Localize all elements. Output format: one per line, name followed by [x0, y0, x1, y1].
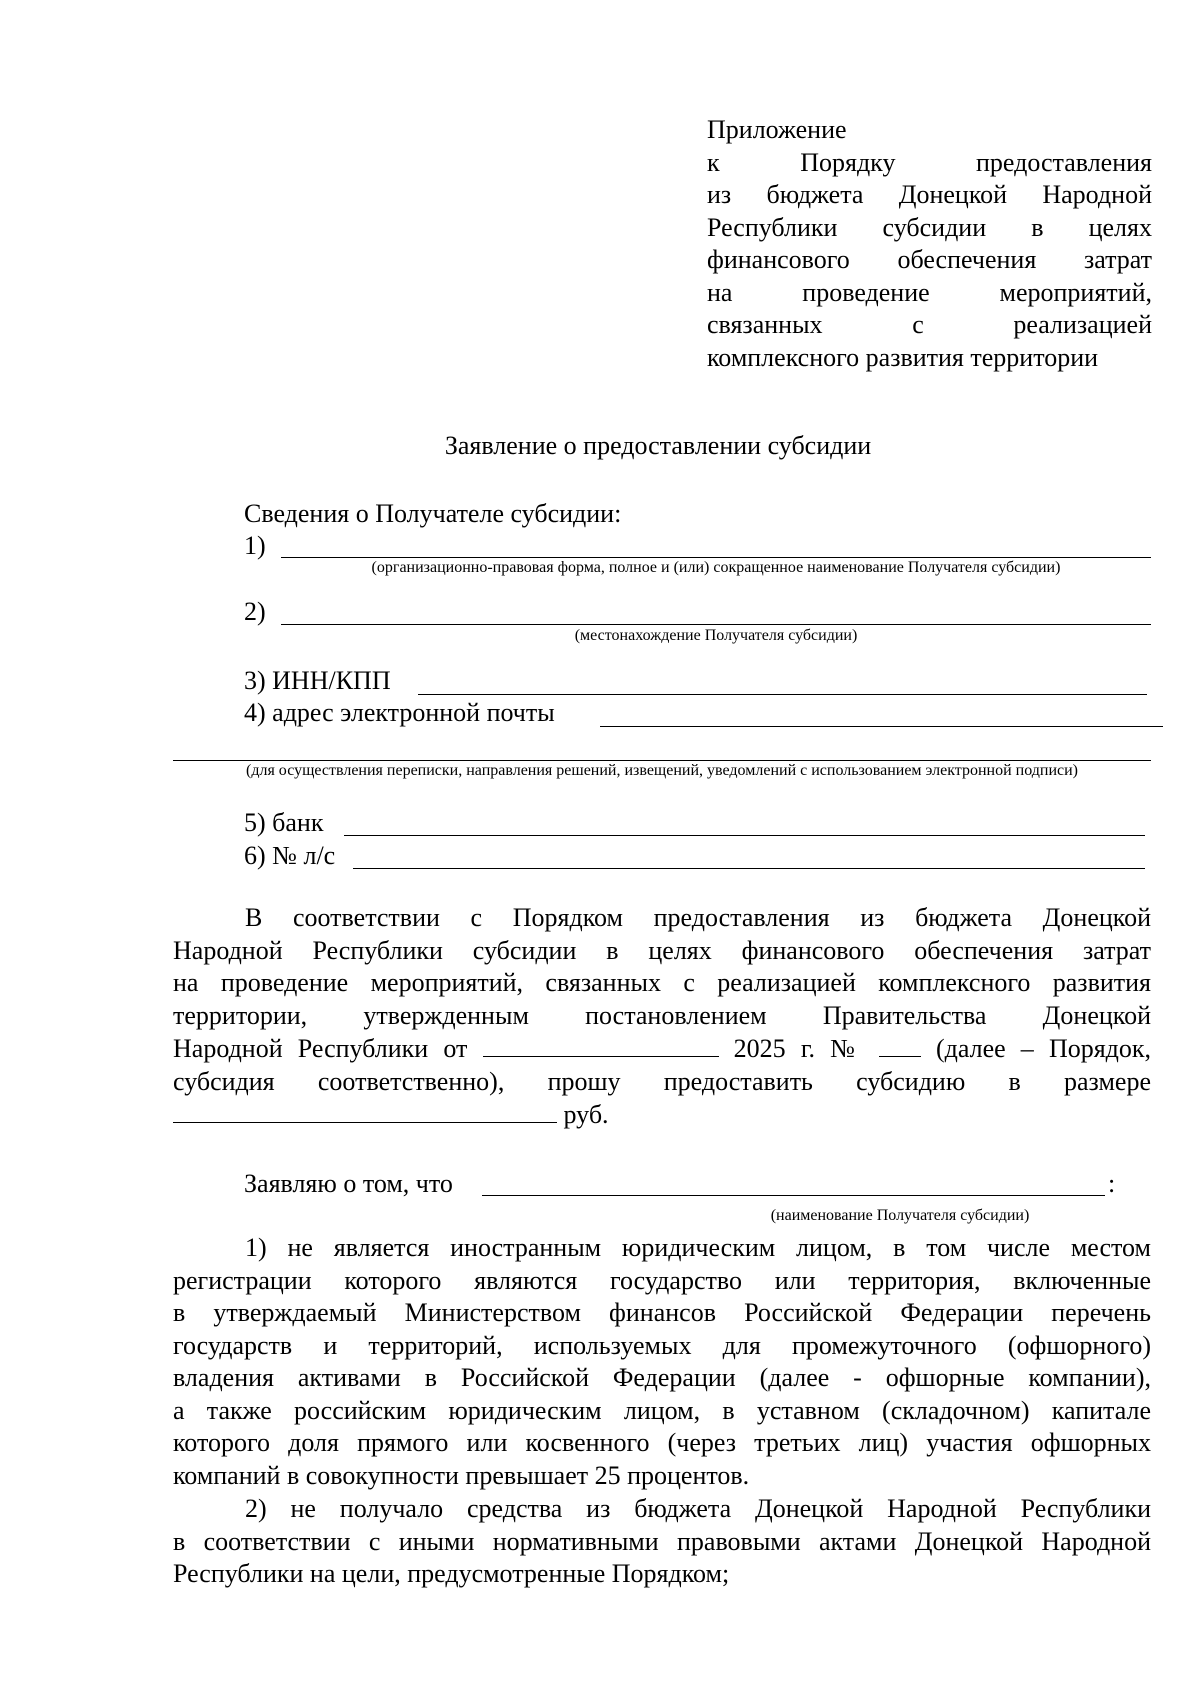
bank-field[interactable]: [344, 835, 1145, 836]
clause-1: [173, 1232, 1151, 1492]
request-line: 2025 г. №: [733, 1034, 864, 1063]
clause-line: Республики на цели, предусмотренные Порядком;: [173, 1559, 730, 1588]
item2-label: 2): [244, 597, 266, 626]
item5-label: 5) банк: [244, 808, 324, 837]
document-title: Заявление о предоставлении субсидии: [444, 431, 872, 460]
subsidy-amount-field[interactable]: [173, 1098, 557, 1123]
decree-number-field[interactable]: [879, 1032, 921, 1057]
clause-line: в утверждаемый Министерством финансов Российской Федерации перечень: [173, 1298, 1151, 1327]
annex-line: из бюджета Донецкой Народной: [707, 180, 1152, 209]
request-paragraph: [173, 902, 1151, 1132]
clause-2: [173, 1493, 1151, 1591]
item1-caption: (организационно-правовая форма, полное и (или) сокращенное наименование Получателя субсидии): [371, 559, 1061, 576]
annex-line: к Порядку предоставления: [707, 147, 1152, 177]
clause-line: регистрации которого являются государство или территория, включенные: [173, 1265, 1151, 1295]
account-field[interactable]: [353, 868, 1145, 869]
email-purpose-line: [173, 760, 1151, 761]
request-line: В соответствии с Порядком предоставления из бюджета Донецкой: [245, 903, 1151, 932]
annex-line: финансового обеспечения затрат: [707, 245, 1152, 274]
annex-heading: Приложение: [707, 115, 847, 144]
annex-block: [707, 114, 1152, 374]
amount-unit: руб.: [563, 1100, 609, 1129]
clause-line: которого доля прямого или косвенного (через третьих лиц) участия офшорных: [173, 1428, 1151, 1457]
email-field[interactable]: [600, 726, 1163, 727]
declare-suffix: :: [1108, 1169, 1116, 1198]
clause-label: 1): [245, 1233, 267, 1262]
request-line: территории, утвержденным постановлением Правительства Донецкой: [173, 1000, 1151, 1030]
declare-name-field[interactable]: [482, 1195, 1105, 1196]
clause-line: не является иностранным юридическим лицом, в том числе местом: [287, 1233, 1151, 1262]
request-line: субсидия соответственно), прошу предоставить субсидию в размере: [173, 1066, 1151, 1096]
annex-line: комплексного развития территории: [707, 342, 1099, 372]
request-line: (далее – Порядок,: [935, 1034, 1152, 1063]
item1-label: 1): [244, 531, 266, 560]
inn-kpp-field[interactable]: [418, 694, 1147, 695]
decree-date-field[interactable]: [483, 1032, 719, 1057]
declare-prefix: Заявляю о том, что: [244, 1169, 453, 1198]
item4-caption: (для осуществления переписки, направления решений, извещений, уведомлений с использованием электронной подписи): [245, 762, 1079, 779]
clause-line: в соответствии с иными нормативными правовыми актами Донецкой Народной: [173, 1526, 1151, 1556]
item1-field[interactable]: [281, 557, 1151, 558]
item3-label: 3) ИНН/КПП: [244, 666, 391, 695]
request-line: Народной Республики субсидии в целях финансового обеспечения затрат: [173, 935, 1151, 965]
clause-label: 2): [245, 1494, 267, 1523]
clause-line: а также российским юридическим лицом, в уставном (складочном) капитале: [173, 1395, 1151, 1425]
request-line: на проведение мероприятий, связанных с реализацией комплексного развития: [173, 968, 1151, 997]
item4-label: 4) адрес электронной почты: [244, 698, 555, 727]
recipient-heading: Сведения о Получателе субсидии:: [244, 499, 622, 528]
item2-field[interactable]: [281, 624, 1151, 625]
item2-caption: (местонахождение Получателя субсидии): [574, 627, 858, 644]
declare-caption: (наименование Получателя субсидии): [770, 1207, 1030, 1224]
clause-line: государств и территорий, используемых для промежуточного (офшорного): [173, 1330, 1151, 1360]
clause-line: владения активами в Российской Федерации (далее - офшорные компании),: [173, 1363, 1151, 1392]
item6-label: 6) № л/с: [244, 841, 336, 870]
request-line: Народной Республики от: [173, 1034, 468, 1063]
clause-line: не получало средства из бюджета Донецкой Народной Республики: [290, 1494, 1152, 1523]
annex-line: связанных с реализацией: [707, 310, 1152, 339]
annex-line: Республики субсидии в целях: [707, 212, 1152, 242]
annex-line: на проведение мероприятий,: [707, 277, 1152, 307]
clause-line: компаний в совокупности превышает 25 процентов.: [173, 1460, 750, 1490]
